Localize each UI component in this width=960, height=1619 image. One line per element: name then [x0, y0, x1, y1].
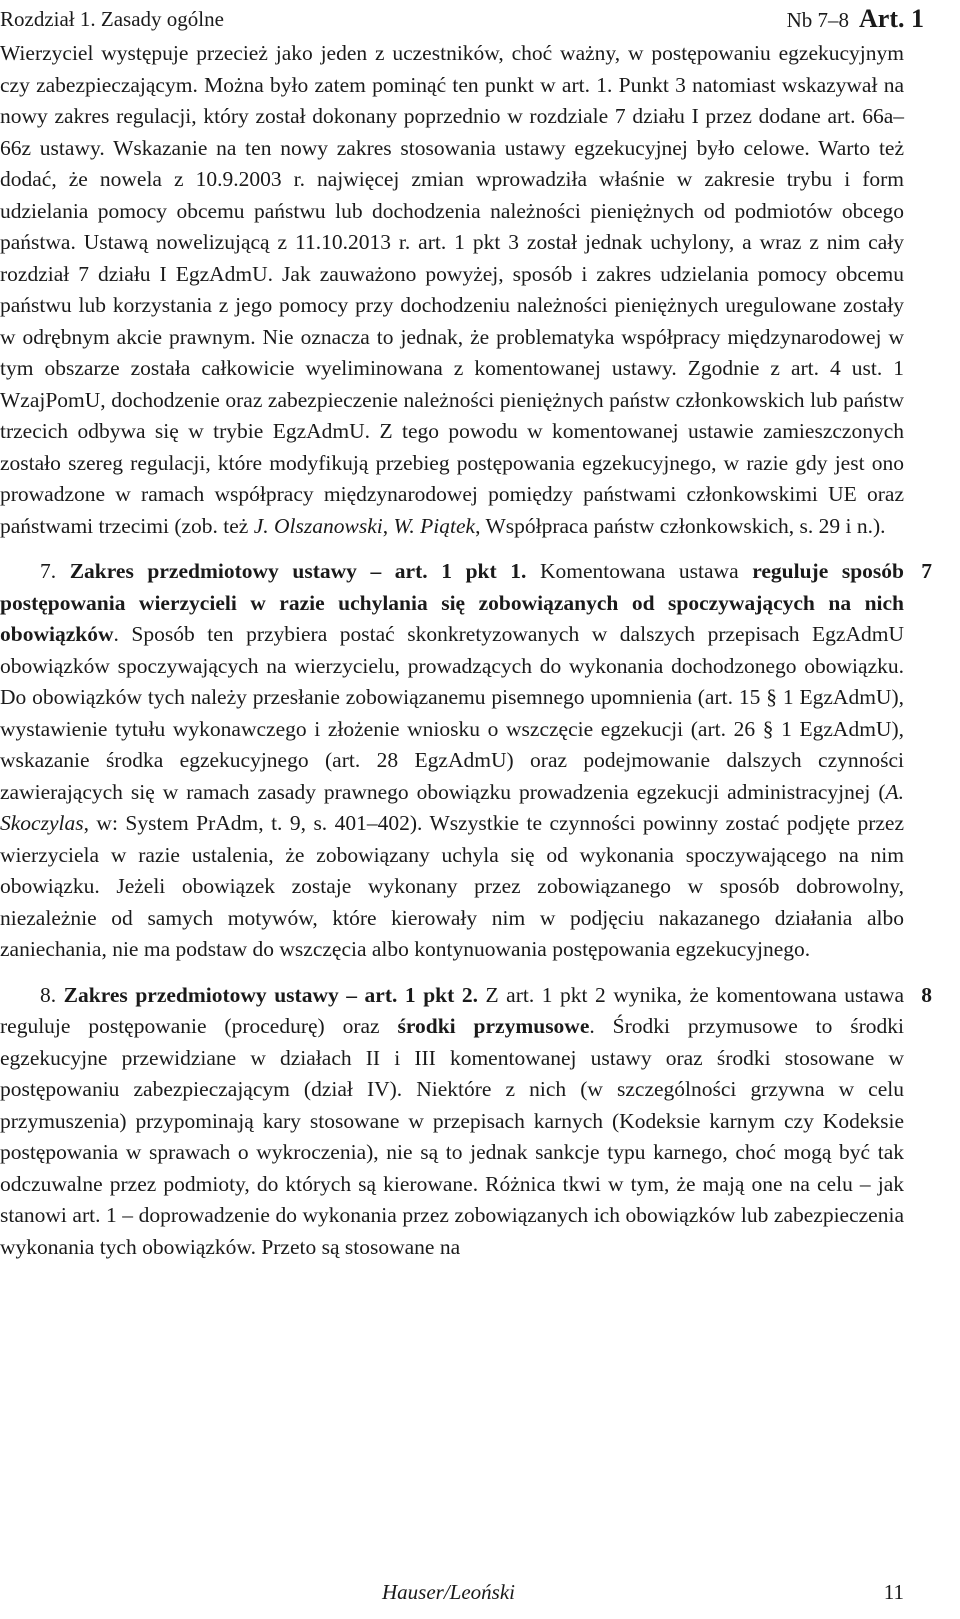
separator: , [382, 513, 394, 538]
footer-authors: Hauser/Leoński [382, 1580, 515, 1604]
paragraph-heading: Zakres przedmiotowy ustawy – art. 1 pkt 2. [63, 982, 478, 1007]
chapter-title: Rozdział 1. Zasady ogólne [0, 7, 224, 31]
paragraph-text: , w: System PrAdm, t. 9, s. 401–402). Wszystkie te czynności powinny zostać podjęte przez wierzyciela w razie ustalenia, że zobowiązany uchyla się od wykonania spoczywającego na nim obowiązku. Jeżeli obowiązek zostaje wykonany przez zobowiązanego w sposób dobrowolny, niezależnie od samych motywów, które kierowały nim w podjęciu nakazanego działania albo zaniechania, nie ma podstaw do wszczęcia albo kontynuowania postępowania egzekucyjnego. [0, 811, 904, 961]
paragraph-heading: Zakres przedmiotowy ustawy – art. 1 pkt 1. [69, 559, 527, 583]
paragraph-number: 7. [40, 559, 70, 583]
citation-author: W. Piątek [393, 513, 476, 538]
paragraph-text: . Sposób ten przybiera postać skonkretyzowanych w dalszych przepisach EgzAdmU obowiązków spoczywających na wierzycielu, prowadzących do wykonania dochodzonego obowiązku. Do obowiązków tych należy przesłanie zobowiązanemu pisemnego upomnienia (art. 15 § 1 EgzAdmU), wystawienie tytułu wykonawczego i złożenie wniosku o wszczęcie egzekucji (art. 26 § 1 EgzAdmU), wskazanie środka egzekucyjnego (art. 28 EgzAdmU) oraz podejmowanie dalszych czynności zawierających się w ramach zasady prawnego obowiązku prowadzenia egzekucji administracyjnej ( [0, 622, 904, 804]
margin-number: 8 [921, 982, 932, 1007]
emphasis-text: środki przymusowe [397, 1014, 590, 1038]
paragraph-text: , Współpraca państw członkowskich, s. 29 i n.). [475, 513, 886, 538]
paragraph-continuation [0, 38, 904, 542]
paragraph-8 [0, 980, 932, 1264]
citation-author: A. Skoczylas [0, 779, 904, 835]
margin-number-range: Nb 7–8 [786, 8, 850, 32]
paragraph-7 [0, 556, 932, 966]
page-number: 11 [883, 1580, 904, 1604]
running-header [0, 4, 924, 34]
paragraph-text: . Środki przymusowe to środki egzekucyjne przewidziane w działach II i III komentowanej ustawy oraz środki stosowane w postępowaniu zabezpieczającym (dział IV). Niektóre z nich (w szczególności grzywna w celu przymuszenia) przypominają kary stosowane w przepisach karnych (Kodeksie karnym czy Kodeksie postępowania w sprawach o wykroczenia), nie są to jednak sankcje typu karnego, choć mogą być tak odczuwalne przez podmioty, do których są kierowane. Różnica tkwi w tym, że mają one na celu – jak stanowi art. 1 – doprowadzenie do wykonania przez zobowiązanych ich obowiązków lub zabezpieczenia wykonania tych obowiązków. Przeto są stosowane na [0, 1014, 904, 1259]
paragraph-text: Komentowana ustawa [526, 559, 753, 583]
paragraph-text: Z art. 1 pkt 2 wynika, że komentowana ustawa reguluje postępowanie (procedurę) oraz [0, 982, 905, 1038]
header-reference [787, 4, 924, 34]
article-label: Art. 1 [859, 4, 924, 33]
emphasis-text: reguluje sposób postępowania wierzycieli w razie uchylania się zobowiązanych od spoczywających na nich obowiązków [0, 559, 904, 646]
citation-author: J. Olszanowski [253, 513, 383, 538]
paragraph-text: Wierzyciel występuje przecież jako jeden z uczestników, choć ważny, w postępowaniu egzekucyjnym czy zabezpieczającym. Można było zatem pominąć ten punkt w art. 1. Punkt 3 natomiast wskazywał na nowy zakres regulacji, który został dokonany poprzednio w rozdziale 7 działu I przez dodane art. 66a–66z ustawy. Wskazanie na ten nowy zakres stosowania ustawy egzekucyjnej było celowe. Warto też dodać, że nowela z 10.9.2003 r. najwięcej zmian wprowadziła właśnie w zakresie trybu i form udzielania pomocy obcemu państwu lub dochodzenia należności pieniężnych od podmiotów obcego państwa. Ustawą nowelizującą z 11.10.2013 r. art. 1 pkt 3 został jednak uchylony, a wraz z nim cały rozdział 7 działu I EgzAdmU. Jak zauważono powyżej, sposób i zakres udzielania pomocy obcemu państwu lub korzystania z jego pomocy przy dochodzeniu należności pieniężnych uregulowane zostały w odrębnym akcie prawnym. Nie oznacza to jednak, że problematyka współpracy międzynarodowej w tym obszarze została całkowicie wyeliminowana z komentowanej ustawy. Zgodnie z art. 4 ust. 1 WzajPomU, dochodzenie oraz zabezpieczenie należności pieniężnych państw członkowskich lub państw trzecich odbywa się w trybie EgzAdmU. Z tego powodu w komentowanej ustawie zamieszczonych zostało szereg regulacji, które modyfikują przebieg postępowania egzekucyjnego, w razie gdy jest ono prowadzone w ramach współpracy międzynarodowej pomiędzy państwami członkowskimi UE oraz państwami trzecimi (zob. też [0, 41, 904, 538]
commentary-body [0, 38, 932, 1263]
margin-number: 7 [921, 559, 932, 583]
paragraph-number: 8. [40, 982, 64, 1007]
